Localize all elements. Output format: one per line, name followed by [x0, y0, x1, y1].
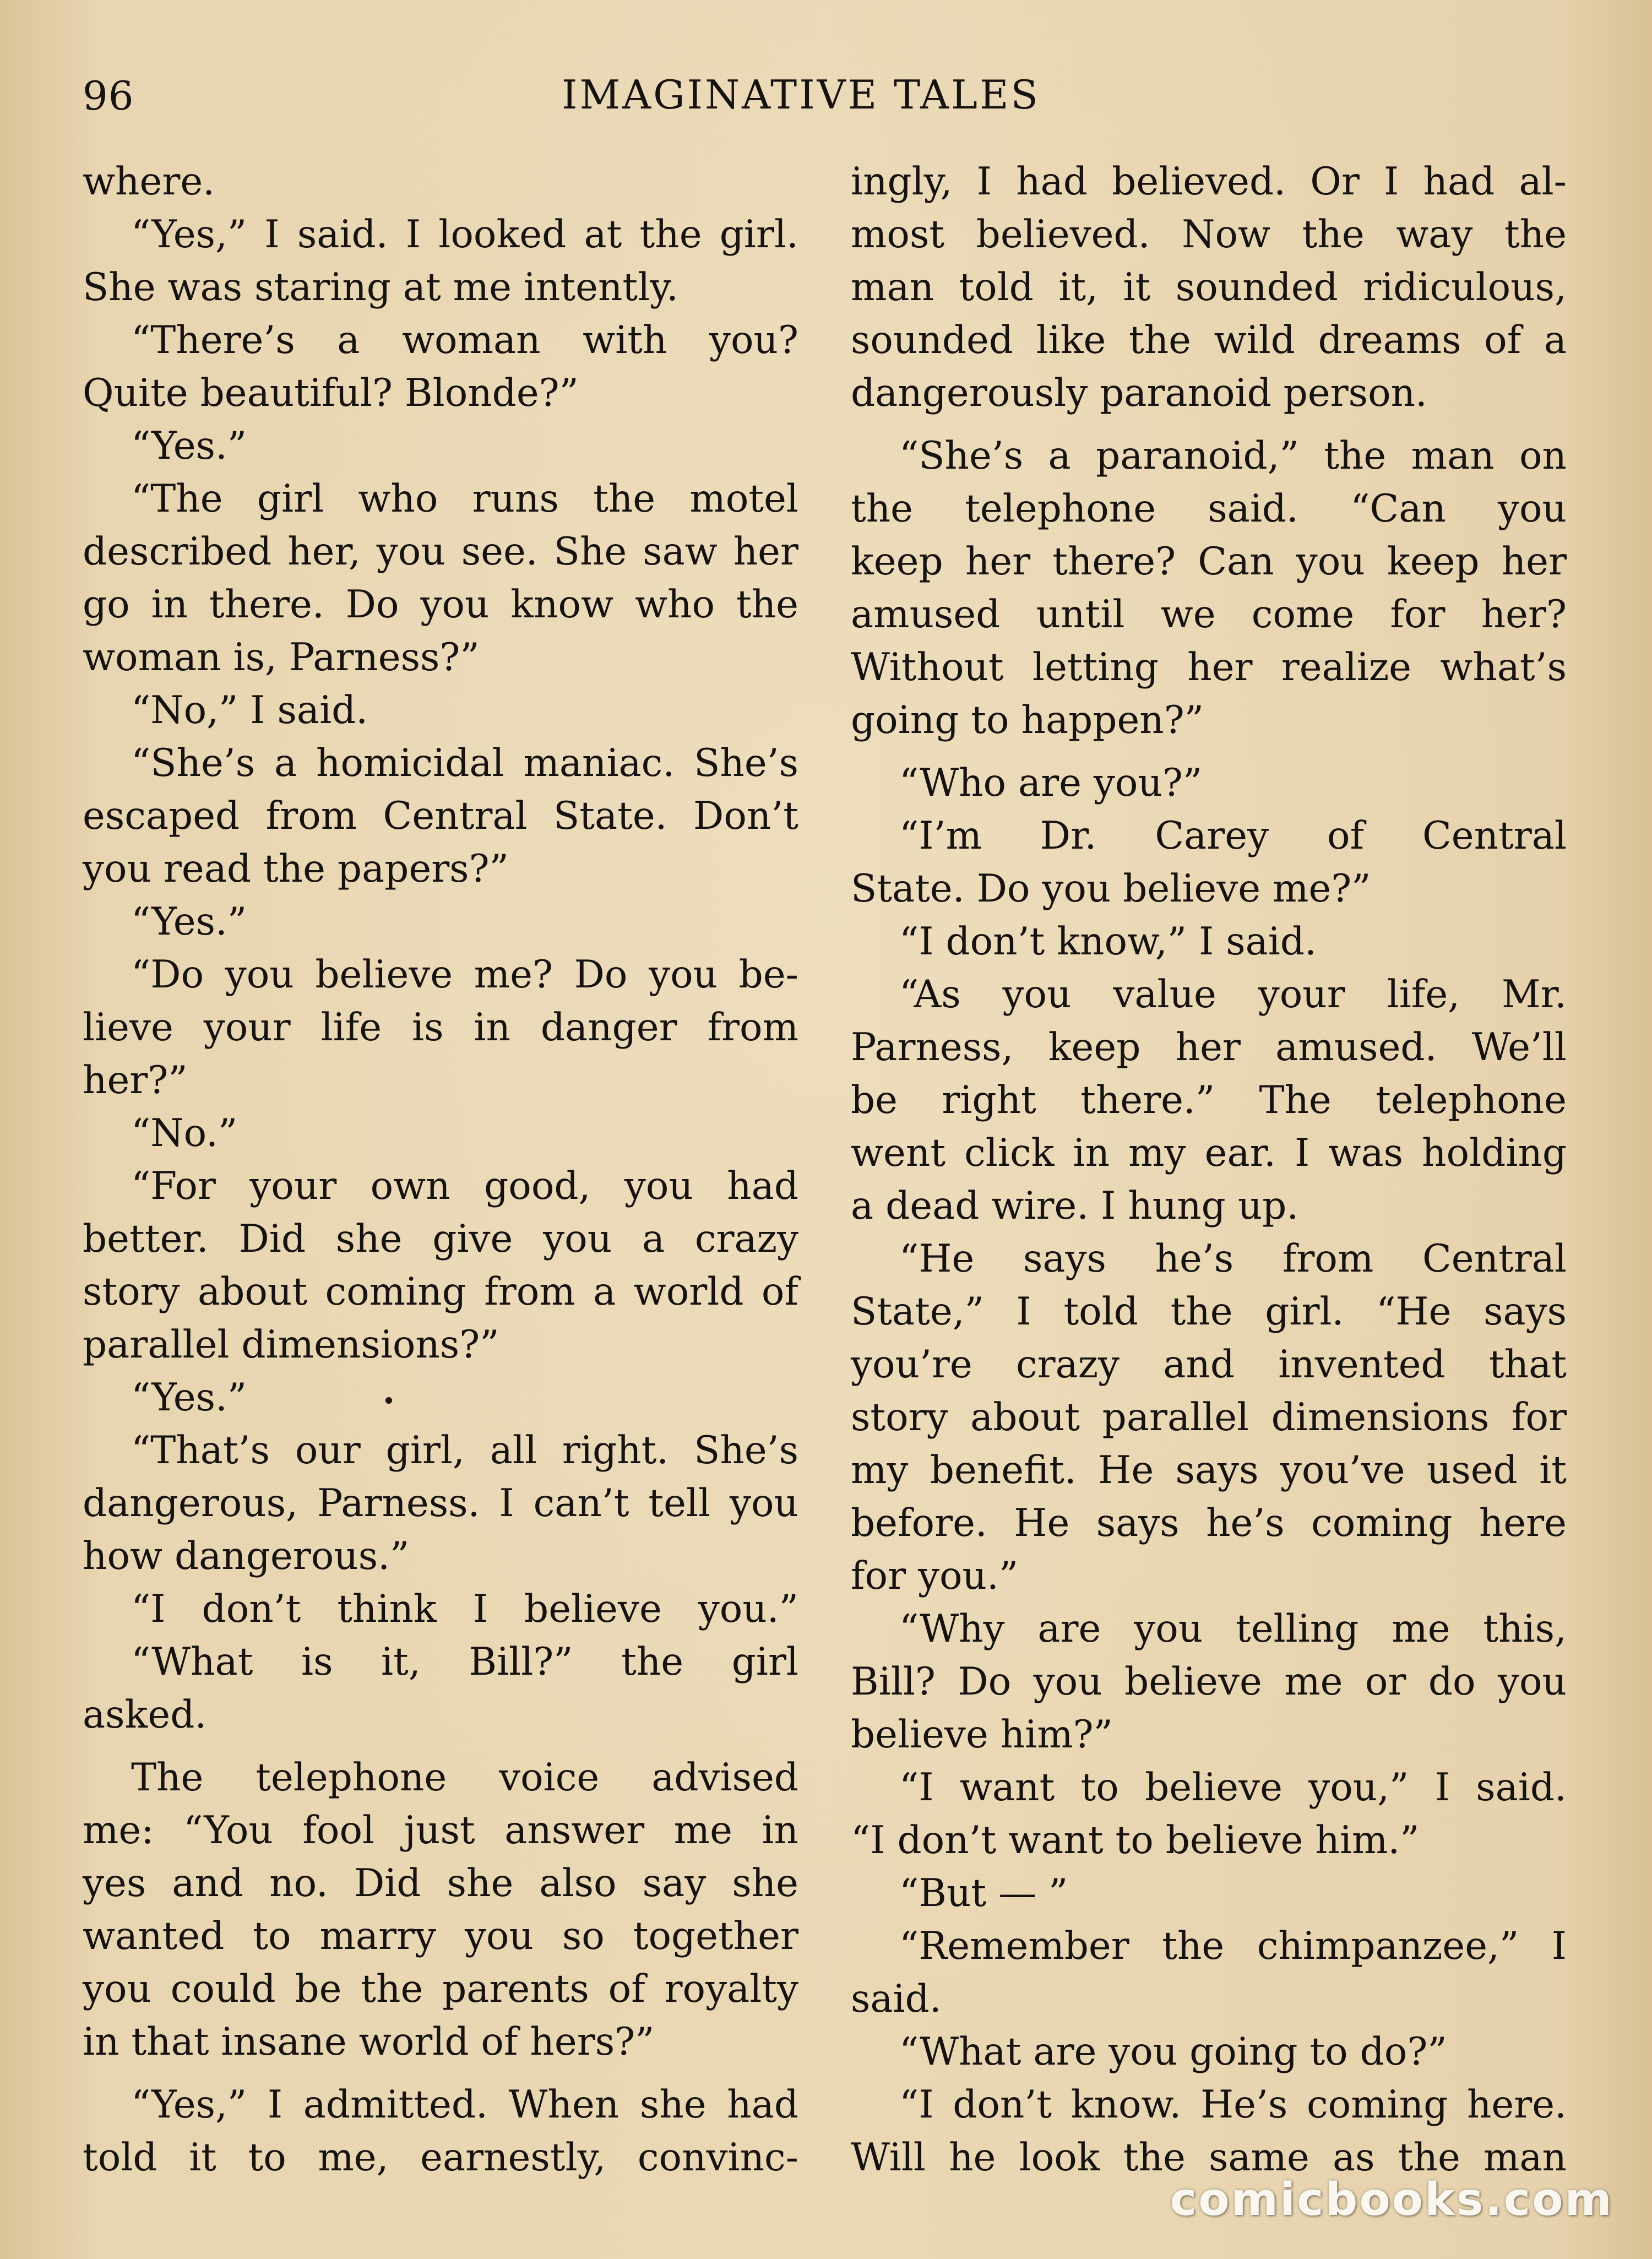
text-line: “The girl who runs the motel	[131, 477, 798, 521]
text-line: story about parallel dimensions for	[851, 1395, 1567, 1440]
text-line: “Who are you?”	[899, 761, 1203, 805]
text-line: you read the papers?”	[83, 847, 509, 891]
paragraph-gap	[851, 747, 1567, 757]
text-line: Without letting her realize what’s	[851, 645, 1567, 689]
text-line: the telephone said. “Can you	[851, 487, 1567, 531]
text-line: The telephone voice advised	[131, 1756, 798, 1800]
text-line: described her, you see. She saw her	[83, 530, 798, 574]
text-line: “Yes,” I said. I looked at the girl.	[131, 213, 798, 257]
watermark: comicbooks.com	[1170, 2174, 1613, 2226]
text-line: most believed. Now the way the	[851, 213, 1567, 257]
text-line: “I’m Dr. Carey of Central	[899, 814, 1567, 858]
paragraph-gap	[83, 1741, 798, 1751]
text-line: “That’s our girl, all right. She’s	[131, 1429, 798, 1473]
text-line: Quite beautiful? Blonde?”	[83, 371, 579, 415]
text-line: “No,” I said.	[131, 688, 368, 732]
text-line: “Yes.”	[131, 900, 247, 944]
text-line: “What are you going to do?”	[899, 2030, 1447, 2074]
text-line: “Why are you telling me this,	[899, 1607, 1567, 1651]
text-line: her?”	[83, 1058, 188, 1103]
text-line: man told it, it sounded ridiculous,	[851, 265, 1567, 309]
text-line: a dead wire. I hung up.	[851, 1184, 1299, 1228]
text-line: you could be the parents of royalty	[83, 1967, 798, 2011]
text-line: story about coming from a world of	[83, 1270, 798, 1314]
text-line: “No.”	[131, 1111, 238, 1155]
text-line: “Remember the chimpanzee,” I	[899, 1924, 1567, 1968]
print-speck	[385, 1397, 392, 1404]
text-line: dangerously paranoid person.	[851, 371, 1427, 415]
text-line: keep her there? Can you keep her	[851, 540, 1567, 584]
text-line: dangerous, Parness. I can’t tell you	[83, 1481, 798, 1525]
text-line: “Yes.”	[131, 424, 247, 468]
text-line: “Yes.”	[131, 1376, 247, 1420]
text-line: She was staring at me intently.	[83, 265, 678, 309]
text-line: “There’s a woman with you?	[131, 318, 798, 362]
paragraph-gap	[851, 420, 1567, 430]
text-line: me: “You fool just answer me in	[83, 1809, 798, 1853]
text-line: “I don’t want to believe him.”	[851, 1818, 1420, 1862]
text-line: woman is, Parness?”	[83, 636, 480, 680]
text-line: ingly, I had believed. Or I had al-	[851, 160, 1567, 204]
text-line: “But — ”	[899, 1871, 1068, 1915]
text-line: lieve your life is in danger from	[83, 1006, 798, 1050]
text-line: yes and no. Did she also say she	[83, 1861, 798, 1905]
text-line: “Yes,” I admitted. When she had	[131, 2083, 798, 2127]
text-line: where.	[83, 160, 215, 204]
text-line: Will he look the same as the man	[851, 2136, 1567, 2180]
text-line: go in there. Do you know who the	[83, 583, 798, 627]
paragraph-gap	[83, 2068, 798, 2078]
text-line: Parness, keep her amused. We’ll	[851, 1025, 1567, 1069]
text-line: went click in my ear. I was holding	[851, 1131, 1567, 1175]
text-line: asked.	[83, 1693, 207, 1737]
text-line: Bill? Do you believe me or do you	[851, 1660, 1567, 1704]
text-line: “Do you believe me? Do you be-	[131, 953, 798, 997]
text-line: “I don’t know,” I said.	[899, 920, 1317, 964]
text-line: be right there.” The telephone	[851, 1078, 1567, 1122]
text-line: my benefit. He says you’ve used it	[851, 1448, 1567, 1492]
text-line: going to happen?”	[851, 698, 1204, 742]
text-line: “What is it, Bill?” the girl	[131, 1640, 798, 1684]
text-line: said.	[851, 1977, 942, 2021]
running-title: IMAGINATIVE TALES	[562, 72, 1040, 118]
text-line: better. Did she give you a crazy	[83, 1217, 798, 1261]
left-text-column	[83, 155, 798, 2184]
text-line: State. Do you believe me?”	[851, 867, 1371, 911]
text-line: escaped from Central State. Don’t	[83, 794, 798, 838]
text-line: “For your own good, you had	[131, 1164, 798, 1208]
text-line: believe him?”	[851, 1713, 1113, 1757]
page-number: 96	[83, 73, 134, 119]
text-line: before. He says he’s coming here	[851, 1501, 1567, 1545]
text-line: in that insane world of hers?”	[83, 2020, 655, 2064]
text-line: “I don’t know. He’s coming here.	[899, 2083, 1567, 2127]
text-line: told it to me, earnestly, convinc-	[83, 2136, 798, 2180]
text-line: “I don’t think I believe you.”	[131, 1587, 798, 1631]
text-line: “As you value your life, Mr.	[899, 973, 1567, 1017]
text-line: “She’s a homicidal maniac. She’s	[131, 741, 798, 785]
text-line: amused until we come for her?	[851, 593, 1567, 637]
text-line: how dangerous.”	[83, 1534, 410, 1578]
text-line: sounded like the wild dreams of a	[851, 318, 1567, 362]
text-line: “I want to believe you,” I said.	[899, 1766, 1567, 1810]
text-line: “He says he’s from Central	[899, 1237, 1567, 1281]
text-line: wanted to marry you so together	[83, 1914, 798, 1958]
text-line: “She’s a paranoid,” the man on	[899, 434, 1567, 478]
text-line: State,” I told the girl. “He says	[851, 1290, 1567, 1334]
text-line: you’re crazy and invented that	[851, 1343, 1567, 1387]
text-line: parallel dimensions?”	[83, 1323, 499, 1367]
text-line: for you.”	[851, 1554, 1019, 1598]
right-text-column	[851, 155, 1567, 2184]
